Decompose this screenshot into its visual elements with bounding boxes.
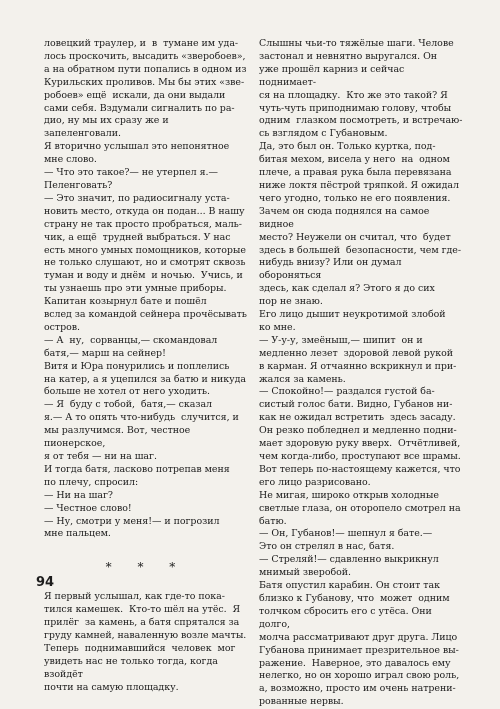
- right-paragraph-6: Не мигая, широко открыв холодные светлые глаза, он оторопело смотрел на батю.: [259, 489, 461, 527]
- right-text-column: [259, 38, 464, 709]
- left-paragraph-11: — Честное слово!: [44, 502, 132, 514]
- right-paragraph-4: — У-у-у, змеёныш,— шипит он и медленно лезет здоровой левой рукой в карман. Я отчаянно вскрикнул и при- жался за камень.: [259, 334, 457, 385]
- right-paragraph-9: Батя опустил карабин. Он стоит так близко к Губанову, что может одним толчком сбросить его с утёса. Они долго, молча рассматривают друг друга. Лицо Губанова принимает презрительное вы- ражение. Наверное, это давалось ему нелегко, но он хорошо играл свою роль, а, возможно, просто им очень натрени- рованные нервы.: [259, 580, 460, 708]
- left-paragraph-5: Капитан козырнул бате и пошёл вслед за командой сейнера прочёсывать остров.: [44, 296, 247, 333]
- page-number: 94: [36, 575, 55, 590]
- right-paragraph-8: — Стреляй!— сдавленно выкрикнул мнимый зверобой.: [259, 554, 439, 579]
- left-paragraph-3: — Что это такое?— не утерпел я.— Пеленговать?: [44, 167, 218, 191]
- section-break: * * *: [105, 559, 187, 574]
- left-paragraph-6: — А ну, сорванцы,— скомандовал батя,— марш на сейнер!: [44, 334, 218, 359]
- left-paragraph-12: — Ну, смотри у меня!— и погрозил мне пальцем.: [44, 515, 220, 540]
- left-paragraph-2: Я вторично услышал это непонятное мне слово.: [44, 141, 230, 166]
- right-paragraph-2: Да, это был он. Только куртка, под- битая мехом, висела у него на одном плече, а правая рука была перевязана ниже локтя пёстрой тряпкой. Я ожидал чего угодно, только не его появления. Зачем он сюда поднялся на самое видное место? Неужели он считал, что будет здесь в большей безопасности, чем где- нибудь внизу? Или он думал обороняться здесь, как сделал я? Этого я до сих пор не знаю.: [259, 141, 462, 308]
- right-paragraph-3: Его лицо дышит неукротимой злобой ко мне.: [259, 309, 446, 333]
- left-paragraph-8: — Я буду с тобой, батя,— сказал я.— А то опять что-нибудь случится, и мы разлучимся. Вот, честное пионерское, я от тебя — ни на шаг.: [44, 399, 239, 462]
- right-paragraph-7: — Он, Губанов!— шепнул я бате.— Это он стрелял в нас, батя.: [259, 528, 433, 553]
- left-paragraph-10: — Ни на шаг?: [44, 489, 113, 501]
- left-paragraph-9: И тогда батя, ласково потрепав меня по плечу, спросил:: [44, 463, 230, 488]
- left-paragraph-1: ловецкий траулер, и в тумане им уда- лось проскочить, высадить «зверобоев», а на обратном пути попались в одном из Курильских проливов. Мы бы этих «зве- робоев» ещё искали, да они выдали сами себя. Вздумали сигналить по ра- дио, ну мы их сразу же и запеленговали.: [44, 38, 247, 140]
- left-text-column: [44, 38, 248, 695]
- left-paragraph-after-break: Я первый услышал, как где-то пока- тился камешек. Кто-то шёл на утёс. Я прилёг за камень, а батя спрятался за груду камней, наваленную возле мачты. Теперь поднимавшийся человек мог увидеть нас не только тогда, когда взойдёт почти на самую площадку.: [44, 591, 247, 693]
- left-paragraph-7: Витя и Юра понурились и поплелись на катер, а я уцепился за батю и никуда больше не хотел от него уходить.: [44, 360, 246, 398]
- left-paragraph-4: — Это значит, по радиосигналу уста- новить место, откуда он подан... В нашу страну не так просто пробраться, маль- чик, а ещё трудней выбраться. У нас есть много умных помощников, которые не только слушают, но и смотрят сквозь туман и воду и днём и ночью. Учись, и ты узнаешь про эти умные приборы.: [44, 192, 246, 295]
- right-paragraph-5: — Спокойно!— раздался густой ба- систый голос бати. Видно, Губанов ни- как не ожидал встретить здесь засаду. Он резко побледнел и медленно подни- мает здоровую руку вверх. Отчётливей, чем когда-либо, проступают все шрамы. Вот теперь по-настоящему кажется, что его лицо разрисовано.: [259, 386, 461, 488]
- right-paragraph-1: Слышны чьи-то тяжёлые шаги. Челове застонал и невнятно выругался. Он уже прошёл карниз и сейчас поднимает- ся на площадку. Кто же это такой? Я чуть-чуть приподнимаю голову, чтобы одним глазком посмотреть, и встречаю- сь взглядом с Губановым.: [259, 38, 463, 140]
